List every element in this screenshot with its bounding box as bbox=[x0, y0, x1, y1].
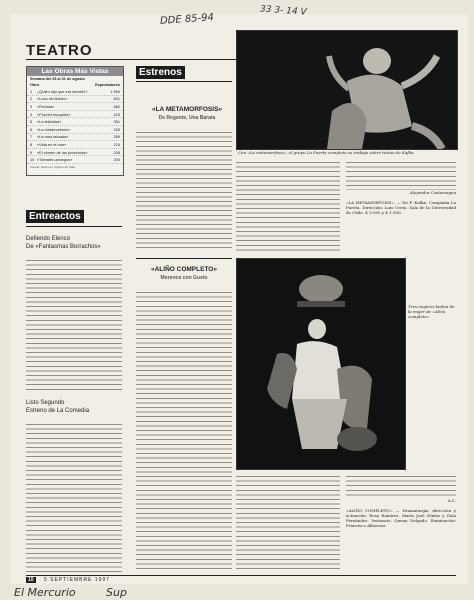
defiendo-body bbox=[26, 258, 122, 390]
ranking-source: Fuente: Datos en registro de Sala bbox=[30, 164, 75, 169]
listo-subtitle: Estreno de La Comedia bbox=[26, 408, 90, 414]
ranking-list bbox=[27, 88, 123, 164]
photo-alino-image bbox=[237, 259, 405, 469]
ranking-col-title: Obra bbox=[30, 83, 39, 87]
handwritten-ref: 33 3- 14 V bbox=[259, 4, 307, 18]
ranking-value: 423 bbox=[113, 111, 120, 117]
ranking-value: 208 bbox=[113, 149, 120, 155]
estrenos-tag: Estrenos bbox=[136, 66, 185, 79]
ranking-row bbox=[27, 118, 123, 126]
ranking-row bbox=[27, 96, 123, 104]
ranking-value: 841 bbox=[113, 96, 120, 102]
article1-subtitle: De Regente, Una Barata bbox=[158, 115, 216, 121]
ranking-value: 289 bbox=[113, 134, 120, 140]
author1: Alejandra Costamagna bbox=[409, 190, 456, 195]
ranking-row bbox=[27, 156, 123, 164]
article2-body-col3 bbox=[346, 474, 456, 496]
handwritten-source: El Mercurio bbox=[14, 586, 76, 599]
ranking-value: 224 bbox=[113, 141, 120, 147]
ranking-value: 682 bbox=[113, 103, 120, 109]
ranking-title: ¿Quién dijo que era sencillo? bbox=[37, 88, 88, 94]
ranking-title: «Revista» bbox=[37, 103, 55, 109]
ranking-title: «Loca del Barrio» bbox=[37, 96, 68, 102]
article1-body-col2 bbox=[236, 160, 340, 252]
article1-body bbox=[136, 130, 232, 250]
ranking-row bbox=[27, 103, 123, 111]
ranking-title: «Tomates amargos» bbox=[37, 157, 73, 163]
ranking-box bbox=[26, 66, 124, 176]
ranking-rank: 2 bbox=[30, 96, 33, 102]
info1: «LA METAMORFOSIS». — De F. Kafka. Compañía La Puerta. Dirección: Luis Ureta. Sala de la Universidad de Chile. $ 3.000 y $ 1.500. bbox=[346, 200, 456, 215]
ranking-row bbox=[27, 134, 123, 142]
article2-body-col2 bbox=[236, 474, 340, 572]
section-title: TEATRO bbox=[26, 42, 93, 59]
ranking-rank: 7 bbox=[30, 134, 33, 140]
entreactos-tag: Entreactos bbox=[26, 210, 84, 223]
article1-body-col3 bbox=[346, 160, 456, 190]
ranking-rank: 3 bbox=[30, 103, 33, 109]
ranking-rank: 5 bbox=[30, 119, 33, 125]
handwritten-page: Sup bbox=[106, 586, 127, 599]
ranking-rank: 6 bbox=[30, 126, 33, 132]
listo-body bbox=[26, 422, 122, 572]
listo-title: Listo Segundo bbox=[26, 400, 65, 406]
ranking-col-spectators: Espectadores bbox=[95, 83, 120, 87]
article2-body bbox=[136, 290, 232, 572]
ranking-row bbox=[27, 149, 123, 157]
ranking-rank: 9 bbox=[30, 149, 33, 155]
handwritten-date: DDE 85-94 bbox=[159, 12, 215, 27]
article2-subtitle: Morenos con Gusto bbox=[160, 275, 208, 281]
ranking-week-label: Semana del 25 al 31 de agosto bbox=[30, 77, 85, 81]
ranking-rank: 10 bbox=[30, 157, 35, 163]
ranking-title: «Vida en el mar» bbox=[37, 141, 67, 147]
initials: A.C. bbox=[447, 498, 456, 503]
article2-title: «ALIÑO COMPLETO» bbox=[151, 266, 217, 273]
ranking-title: «La rosa tatuada» bbox=[37, 134, 69, 140]
photo-alino bbox=[236, 258, 406, 470]
ranking-rank: 1 bbox=[30, 88, 33, 94]
article2-rule bbox=[136, 258, 232, 259]
photo-metamorfosis bbox=[236, 30, 458, 150]
ranking-rank: 4 bbox=[30, 111, 33, 117]
footer-rule bbox=[26, 575, 456, 576]
ranking-row bbox=[27, 88, 123, 96]
footer-page: 10 bbox=[28, 577, 34, 583]
newspaper-page bbox=[10, 4, 468, 599]
ranking-row bbox=[27, 111, 123, 119]
ranking-title: Las Obras Más Vistas bbox=[27, 67, 123, 76]
defiendo-title: Defiendo Elenco bbox=[26, 236, 71, 242]
ranking-value: 1.960 bbox=[110, 88, 120, 94]
ranking-row bbox=[27, 126, 123, 134]
photo1-caption: Con «La metamorfosis», el grupo La Puerta completa su trabajo sobre textos de Kafka. bbox=[238, 150, 415, 155]
estrenos-rule bbox=[136, 81, 232, 82]
article1-title: «LA METAMORFOSIS» bbox=[151, 106, 223, 113]
ranking-title: «La metamorfosis» bbox=[37, 126, 71, 132]
ranking-title: «La felicidad» bbox=[37, 119, 62, 125]
ranking-title: «Puccini escupido» bbox=[37, 111, 71, 117]
ranking-rank: 8 bbox=[30, 141, 33, 147]
footer-date: 5 SEPTIEMBRE 1997 bbox=[44, 577, 110, 583]
ranking-value: 330 bbox=[113, 126, 120, 132]
ranking-title: «El crimen de las provincias» bbox=[37, 149, 88, 155]
photo-metamorfosis-image bbox=[237, 31, 457, 149]
info2: «ALIÑO COMPLETO». — Dramaturgia, dirección y actuación: Rosa Ramírez, María José Núñez y Gala Fernández. Vestuario: Quena Delgado. Iluminación: Francisco Albornoz. bbox=[346, 508, 456, 528]
defiendo-subtitle: De «Fantasmas Borrachos» bbox=[26, 244, 101, 250]
photo2-caption: Tres mujeres bailan de la mujer de «Aliño completo». bbox=[408, 304, 455, 319]
ranking-row bbox=[27, 141, 123, 149]
ranking-value: 200 bbox=[113, 157, 120, 163]
entreactos-rule bbox=[26, 226, 122, 227]
ranking-value: 351 bbox=[113, 119, 120, 125]
